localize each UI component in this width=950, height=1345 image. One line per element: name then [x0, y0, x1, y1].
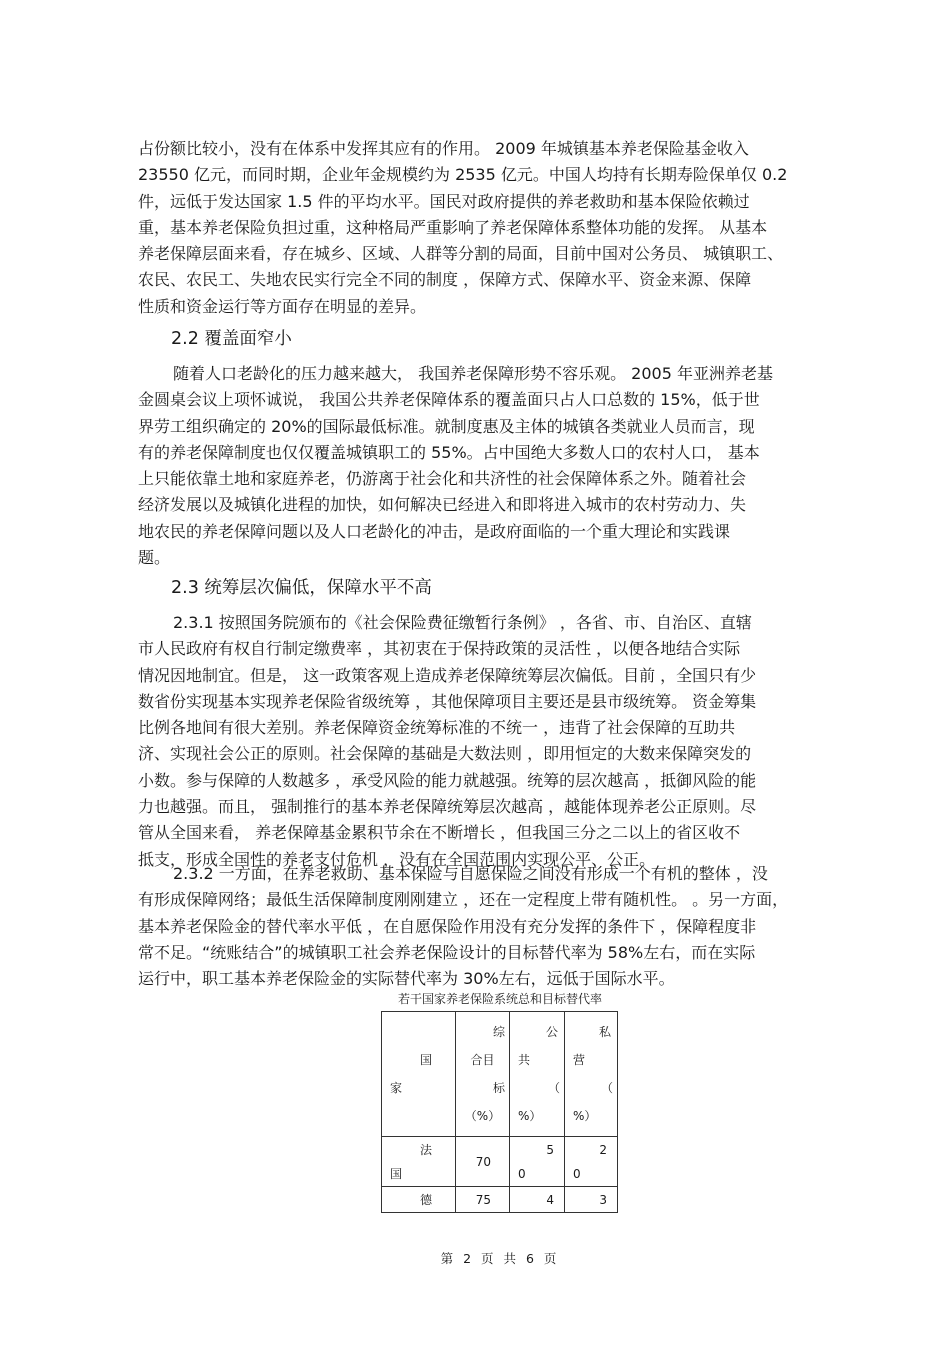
cell-country: 法 国	[382, 1137, 456, 1187]
paragraph-2-3-1	[138, 610, 858, 873]
text-line: 情况因地制宜。但是， 这一政策客观上造成养老保障统筹层次偏低。目前 ，全国只有少	[138, 665, 757, 685]
text-line: 金圆桌会议上项怀诚说， 我国公共养老保障体系的覆盖面只占人口总数的 15%，低于世	[138, 390, 760, 410]
table-header-row	[382, 1012, 618, 1137]
text-line: 2.3.2 一方面，在养老救助、基本保险与自愿保险之间没有形成一个有机的整体 ，没	[173, 864, 768, 883]
text-line: 有形成保障网络；最低生活保障制度刚刚建立 ，还在一定程度上带有随机性。 。另一方面，	[138, 890, 789, 910]
section-heading-2-3: 2.3 统筹层次偏低，保障水平不高	[171, 578, 432, 598]
text-line: 抵支，形成全国性的养老支付危机 ，没有在全国范围内实现公平、公正。	[138, 849, 656, 869]
cell-private: 3	[565, 1187, 618, 1213]
text-line: 基本养老保险金的替代率水平低 ，在自愿保险作用没有充分发挥的条件下 ，保障程度非	[138, 916, 757, 936]
section-heading-2-2: 2.2 覆盖面窄小	[171, 329, 292, 349]
text-line: 随着人口老龄化的压力越来越大， 我国养老保障形势不容乐观。 2005 年亚洲养老基	[173, 364, 773, 383]
text-line: 农民、农民工、失地农民实行完全不同的制度 ，保障方式、保障水平、资金来源、保障	[138, 270, 752, 290]
table-caption: 若干国家养老保险系统总和目标替代率	[397, 992, 602, 1006]
table-row	[382, 1187, 618, 1213]
text-line: 常不足。“统账结合”的城镇职工社会养老保险设计的目标替代率为 58%左右，而在实际	[138, 942, 756, 962]
replacement-rate-table	[381, 1011, 618, 1213]
cell-private: 2 0	[565, 1137, 618, 1187]
paragraph-pension-structure	[138, 136, 858, 320]
text-line: 市人民政府有权自行制定缴费率 ，其初衷在于保持政策的灵活性 ，以便各地结合实际	[138, 639, 741, 659]
cell-country: 德	[382, 1187, 456, 1213]
cell-public: 4	[510, 1187, 565, 1213]
text-line: 上只能依靠土地和家庭养老，仍游离于社会化和共济性的社会保障体系之外。随着社会	[138, 469, 747, 489]
text-line: 管从全国来看， 养老保障基金累积节余在不断增长 ，但我国三分之二以上的省区收不	[138, 823, 741, 843]
text-line: 济、实现社会公正的原则。社会保障的基础是大数法则 ，即用恒定的大数来保障突发的	[138, 744, 752, 764]
text-line: 重，基本养老保险负担过重，这种格局严重影响了养老保障体系整体功能的发挥。 从基本	[138, 217, 768, 237]
text-line: 有的养老保障制度也仅仅覆盖城镇职工的 55%。占中国绝大多数人口的农村人口， 基本	[138, 442, 760, 462]
text-line: 运行中，职工基本养老保险金的实际替代率为 30%左右，远低于国际水平。	[138, 969, 675, 989]
text-line: 23550 亿元，而同时期，企业年金规模约为 2535 亿元。中国人均持有长期寿险保单仅 0.2	[138, 165, 788, 185]
header-public: 公 共 （ %）	[510, 1012, 565, 1137]
header-total-target: 综 合目 标 （%）	[456, 1012, 510, 1137]
text-line: 件，远低于发达国家 1.5 件的平均水平。国民对政府提供的养老救助和基本保险依赖过	[138, 191, 750, 211]
cell-total: 70	[456, 1137, 510, 1187]
header-private: 私 营 （ %）	[565, 1012, 618, 1137]
text-line: 地农民的养老保障问题以及人口老龄化的冲击，是政府面临的一个重大理论和实践课	[138, 521, 731, 541]
cell-total: 75	[456, 1187, 510, 1213]
table-row	[382, 1137, 618, 1187]
text-line: 数省份实现基本实现养老保险省级统筹 ，其他保障项目主要还是县市级统筹。 资金筹集	[138, 691, 757, 711]
text-line: 界劳工组织确定的 20%的国际最低标准。就制度惠及主体的城镇各类就业人员而言，现	[138, 416, 755, 436]
paragraph-coverage	[138, 361, 858, 571]
text-line: 题。	[138, 548, 171, 568]
text-line: 占份额比较小，没有在体系中发挥其应有的作用。 2009 年城镇基本养老保险基金收入	[138, 139, 749, 158]
text-line: 养老保障层面来看，存在城乡、区域、人群等分割的局面，目前中国对公务员、 城镇职工、	[138, 244, 784, 264]
text-line: 2.3.1 按照国务院颁布的《社会保险费征缴暂行条例》 ，各省、市、自治区、直辖	[173, 613, 752, 632]
text-line: 比例各地间有很大差别。养老保障资金统筹标准的不统一 ，违背了社会保障的互助共	[138, 718, 736, 738]
page-number-footer: 第 2 页 共 6 页	[440, 1251, 560, 1266]
paragraph-2-3-2	[138, 861, 858, 992]
cell-public: 5 0	[510, 1137, 565, 1187]
text-line: 经济发展以及城镇化进程的加快，如何解决已经进入和即将进入城市的农村劳动力、失	[138, 495, 747, 515]
header-country: 国 家	[382, 1012, 456, 1137]
text-line: 性质和资金运行等方面存在明显的差异。	[138, 296, 427, 316]
text-line: 力也越强。而且， 强制推行的基本养老保障统筹层次越高 ，越能体现养老公正原则。尽	[138, 797, 757, 817]
text-line: 小数。参与保障的人数越多 ，承受风险的能力就越强。统筹的层次越高 ，抵御风险的能	[138, 770, 757, 790]
